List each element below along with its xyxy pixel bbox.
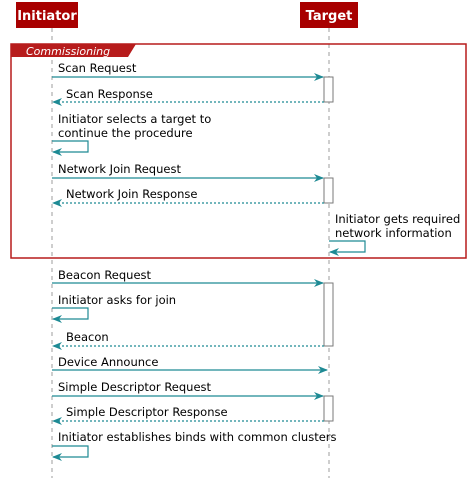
message-label-line2: continue the procedure bbox=[58, 126, 193, 140]
message-label: Device Announce bbox=[58, 355, 159, 369]
message-label: Initiator establishes binds with common clusters bbox=[58, 430, 337, 444]
message-scan-request bbox=[52, 61, 323, 77]
message-label: Scan Request bbox=[58, 61, 137, 75]
message-label: Beacon Request bbox=[58, 268, 152, 282]
activation-box bbox=[324, 283, 333, 346]
activation-box bbox=[324, 77, 333, 102]
message-label: Initiator gets required bbox=[335, 212, 461, 226]
message-network-join-response bbox=[53, 187, 324, 203]
message-label: Initiator asks for join bbox=[58, 293, 177, 307]
message-label: Initiator selects a target to bbox=[58, 112, 212, 126]
participant-initiator-label: Initiator bbox=[17, 9, 77, 24]
commissioning-group-label: Commissioning bbox=[26, 45, 111, 58]
message-label: Network Join Request bbox=[58, 162, 181, 176]
participant-initiator bbox=[16, 2, 78, 28]
message-self-network-info bbox=[329, 212, 460, 252]
message-beacon-request bbox=[52, 268, 323, 283]
message-label: Scan Response bbox=[66, 87, 153, 101]
message-simple-descriptor-request bbox=[52, 380, 323, 396]
activation-box bbox=[324, 178, 333, 203]
message-label-line2: network information bbox=[335, 226, 452, 240]
message-scan-response bbox=[53, 87, 324, 102]
message-label: Beacon bbox=[66, 330, 109, 344]
message-self-establish-binds bbox=[52, 430, 337, 457]
message-device-announce bbox=[52, 355, 327, 370]
activation-box bbox=[324, 396, 333, 421]
message-label: Simple Descriptor Request bbox=[58, 380, 212, 394]
participant-target-label: Target bbox=[305, 9, 353, 24]
message-label: Simple Descriptor Response bbox=[66, 405, 228, 419]
message-label: Network Join Response bbox=[66, 187, 198, 201]
message-self-select-target bbox=[52, 112, 211, 152]
message-simple-descriptor-response bbox=[53, 405, 324, 421]
message-beacon bbox=[53, 330, 324, 346]
message-self-ask-join bbox=[52, 293, 176, 319]
participant-target bbox=[300, 2, 358, 28]
message-network-join-request bbox=[52, 162, 323, 178]
